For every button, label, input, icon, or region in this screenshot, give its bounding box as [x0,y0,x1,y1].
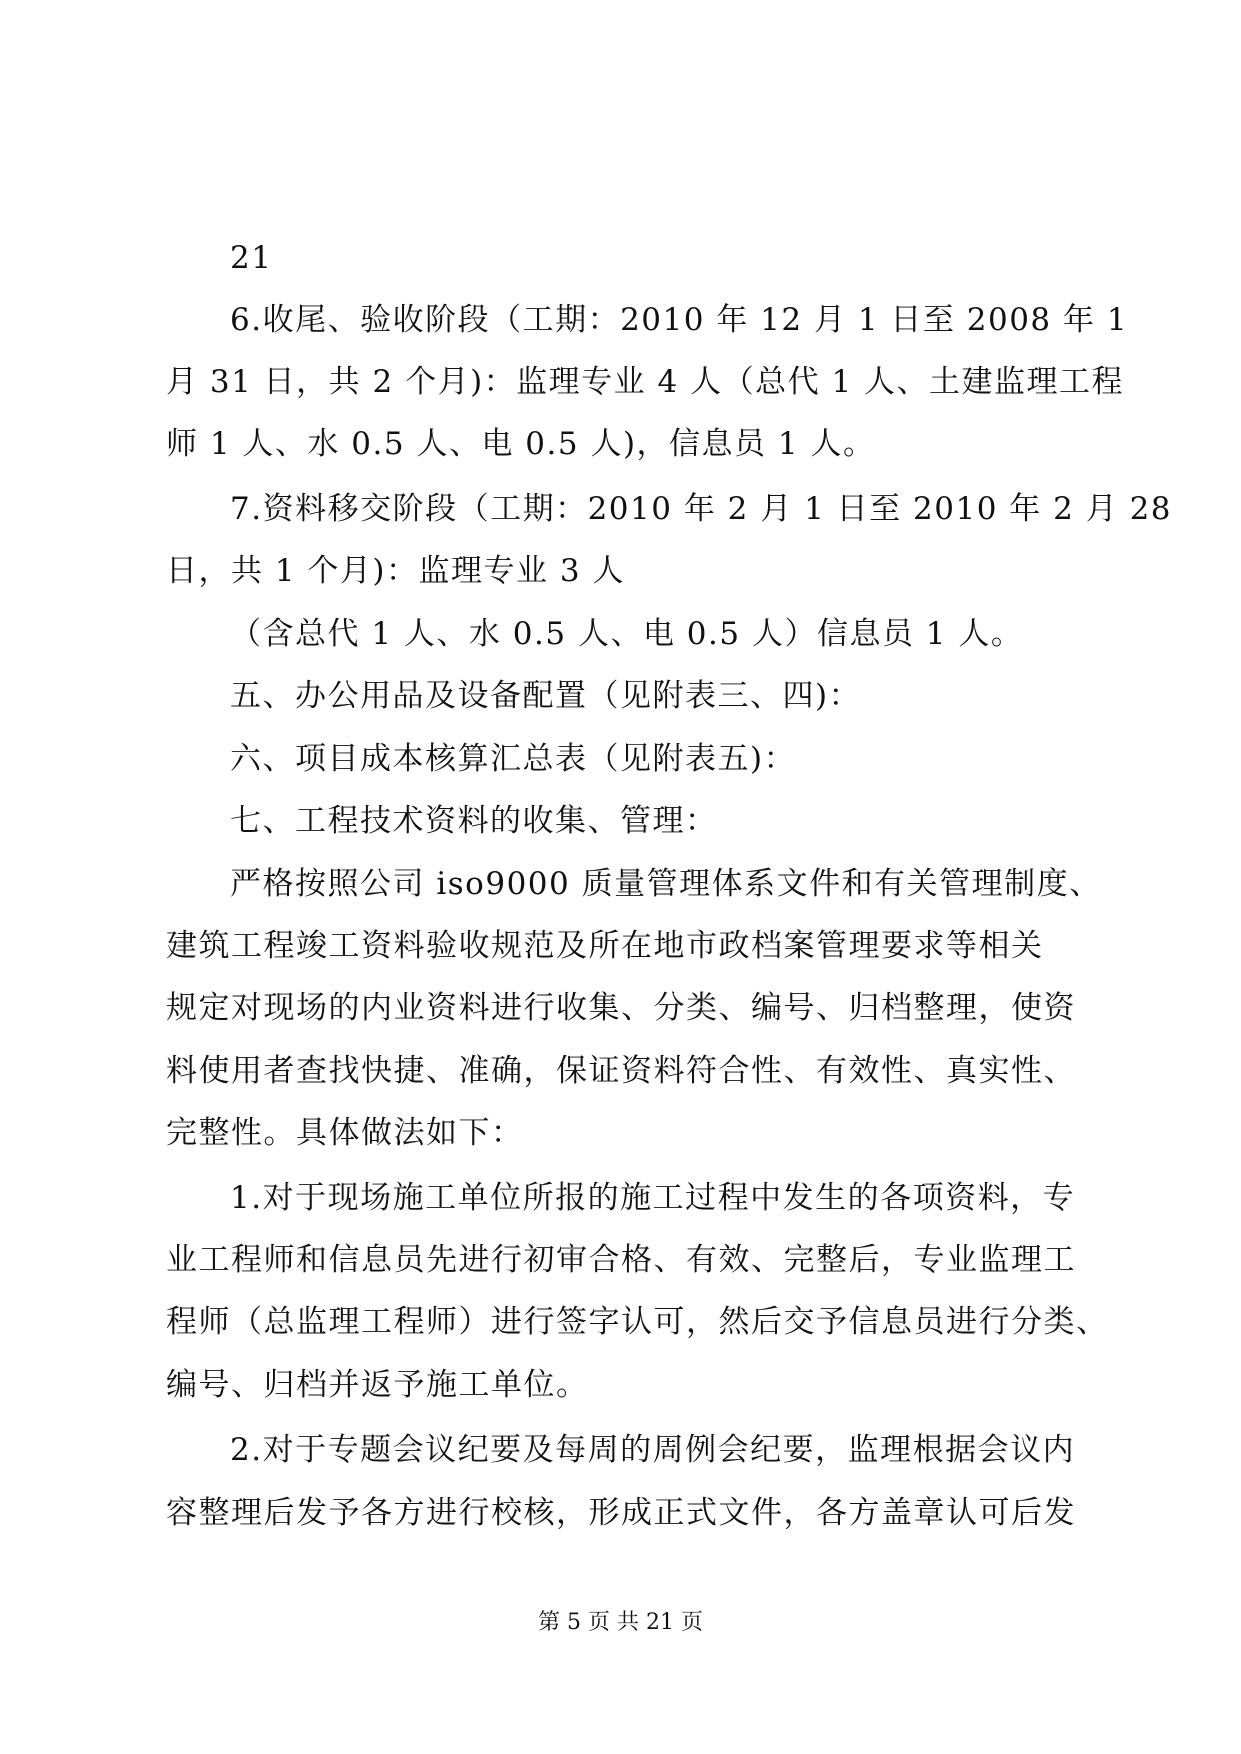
text-line-1: 21 [230,240,273,276]
text-line-18: 程师（总监理工程师）进行签字认可，然后交予信息员进行分类、 [166,1304,1109,1340]
text-line-16: 1.对于现场施工单位所报的施工过程中发生的各项资料，专 [230,1180,1076,1216]
text-line-20: 2.对于专题会议纪要及每周的周例会纪要，监理根据会议内 [230,1432,1076,1468]
page-number-footer: 第 5 页 共 21 页 [538,1610,703,1635]
text-line-10: 七、工程技术资料的收集、管理： [230,803,718,839]
text-line-5: 7.资料移交阶段（工期：2010 年 2 月 1 日至 2010 年 2 月 28 [230,491,1173,527]
text-line-7: （含总代 1 人、水 0.5 人、电 0.5 人）信息员 1 人。 [230,616,1024,652]
text-line-12: 建筑工程竣工资料验收规范及所在地市政档案管理要求等相关 [166,928,1044,964]
text-line-11: 严格按照公司 iso9000 质量管理体系文件和有关管理制度、 [230,866,1102,902]
text-line-19: 编号、归档并返予施工单位。 [166,1367,589,1403]
text-line-21: 容整理后发予各方进行校核，形成正式文件，各方盖章认可后发 [166,1495,1076,1531]
text-line-3: 月 31 日，共 2 个月)：监理专业 4 人（总代 1 人、土建监理工程 [166,364,1125,400]
text-line-17: 业工程师和信息员先进行初审合格、有效、完整后，专业监理工 [166,1242,1076,1278]
text-line-8: 五、办公用品及设备配置（见附表三、四)： [230,678,862,714]
text-line-9: 六、项目成本核算汇总表（见附表五)： [230,741,797,777]
text-line-13: 规定对现场的内业资料进行收集、分类、编号、归档整理，使资 [166,990,1076,1026]
text-line-15: 完整性。具体做法如下： [166,1115,524,1151]
text-line-2: 6.收尾、验收阶段（工期：2010 年 12 月 1 日至 2008 年 1 [230,302,1129,338]
text-line-6: 日，共 1 个月)：监理专业 3 人 [166,553,625,589]
text-line-14: 料使用者查找快捷、准确，保证资料符合性、有效性、真实性、 [166,1053,1076,1089]
text-line-4: 师 1 人、水 0.5 人、电 0.5 人)，信息员 1 人。 [166,426,876,462]
